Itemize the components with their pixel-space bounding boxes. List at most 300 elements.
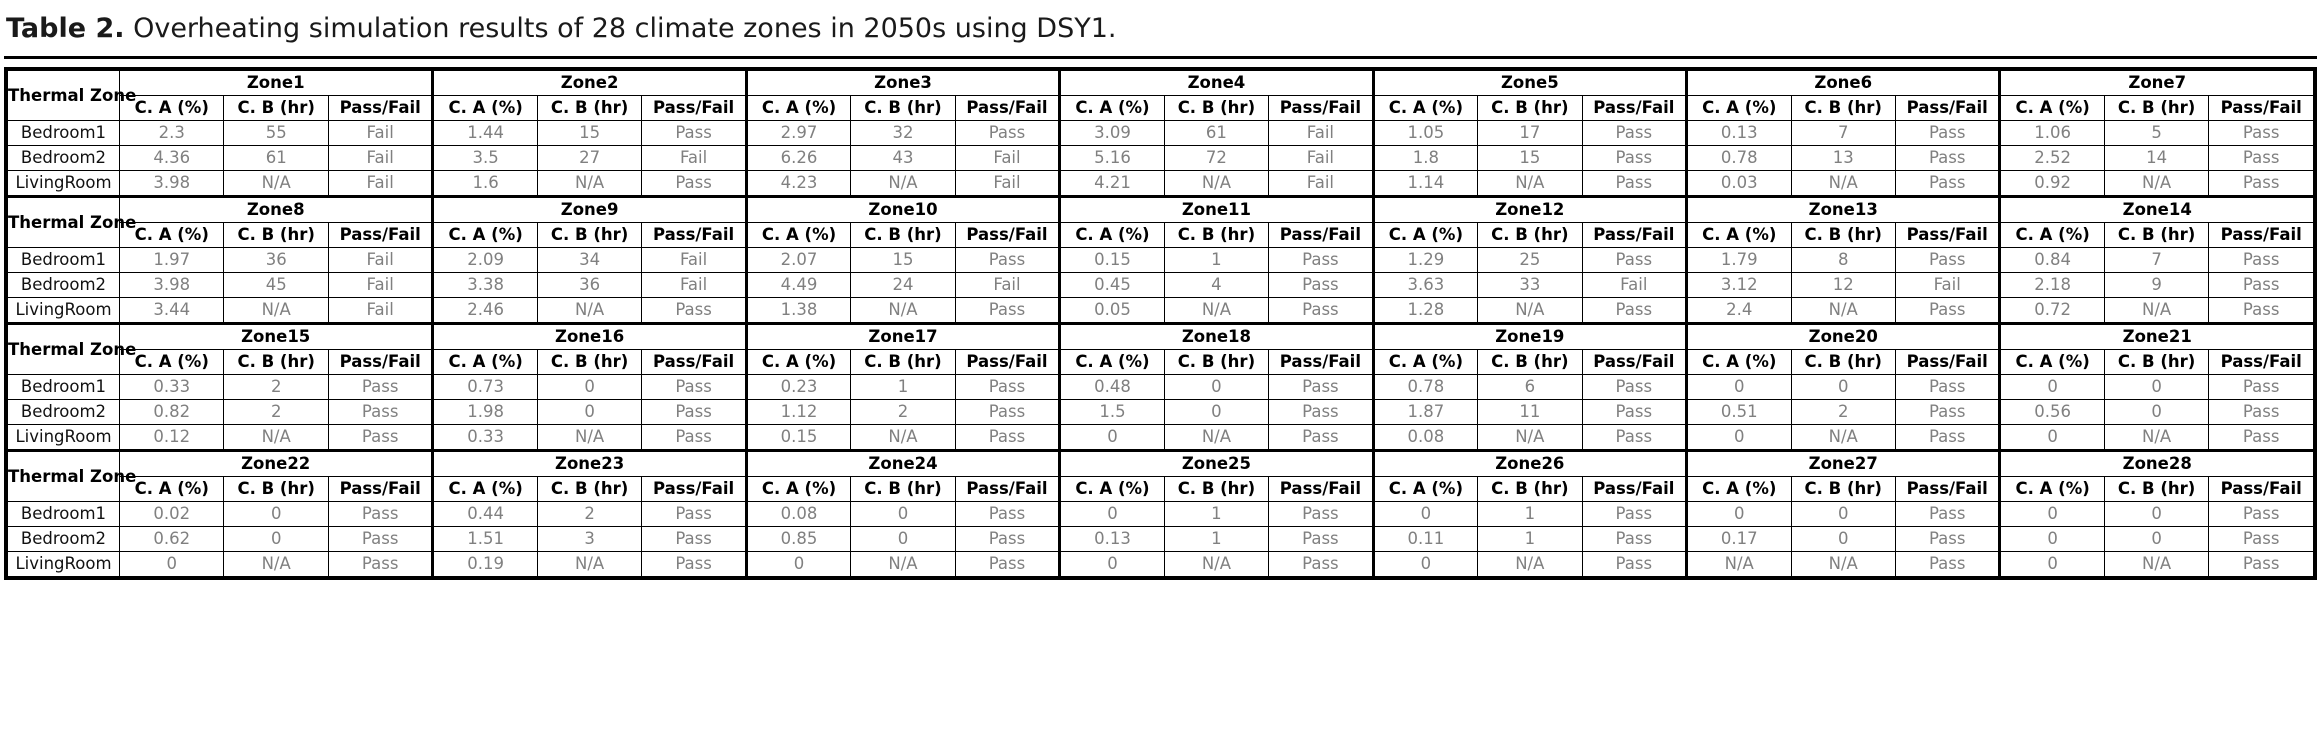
cell-value: 1 — [851, 374, 955, 399]
cell-value: N/A — [224, 297, 328, 323]
zone-header-zone27: Zone27 — [1687, 450, 2000, 476]
cell-value: 2 — [1791, 399, 1895, 424]
zone-header-row — [8, 450, 2314, 476]
cell-value: N/A — [2104, 297, 2208, 323]
cell-value: Pass — [1895, 170, 1999, 196]
cell-value: 0.44 — [433, 501, 537, 526]
table-row — [8, 247, 2314, 272]
cell-value: Pass — [2209, 551, 2314, 576]
metric-header: C. A (%) — [746, 95, 850, 120]
cell-value: Fail — [328, 272, 432, 297]
cell-value: 0 — [1060, 424, 1164, 450]
cell-value: Fail — [328, 120, 432, 145]
cell-value: Fail — [1895, 272, 1999, 297]
cell-value: 1.98 — [433, 399, 537, 424]
cell-value: 2 — [851, 399, 955, 424]
cell-value: N/A — [224, 170, 328, 196]
cell-value: Pass — [642, 399, 746, 424]
cell-value: Pass — [1269, 526, 1373, 551]
cell-value: Pass — [955, 374, 1059, 399]
metric-header: C. B (hr) — [1164, 476, 1268, 501]
cell-value: N/A — [1164, 170, 1268, 196]
cell-value: 6 — [1478, 374, 1582, 399]
cell-value: 0.15 — [746, 424, 850, 450]
cell-value: Pass — [1895, 501, 1999, 526]
cell-value: 3.12 — [1687, 272, 1791, 297]
cell-value: 0 — [2000, 374, 2104, 399]
cell-value: 0 — [1687, 501, 1791, 526]
metric-header: C. B (hr) — [851, 95, 955, 120]
cell-value: 0 — [120, 551, 224, 576]
cell-value: Pass — [328, 501, 432, 526]
table-row — [8, 297, 2314, 323]
thermal-zone-header: Thermal Zone — [8, 196, 120, 247]
cell-value: 0.62 — [120, 526, 224, 551]
cell-value: 9 — [2104, 272, 2208, 297]
metric-header: C. B (hr) — [1478, 349, 1582, 374]
results-table — [7, 70, 2314, 577]
metric-header: C. B (hr) — [1164, 349, 1268, 374]
metric-header: Pass/Fail — [1269, 95, 1373, 120]
zone-header-zone12: Zone12 — [1373, 196, 1686, 222]
cell-value: 0 — [537, 374, 641, 399]
cell-value: 0 — [1791, 526, 1895, 551]
metric-header: C. A (%) — [1687, 476, 1791, 501]
cell-value: Fail — [328, 170, 432, 196]
cell-value: Pass — [1582, 374, 1686, 399]
cell-value: 0.11 — [1373, 526, 1477, 551]
cell-value: Pass — [642, 424, 746, 450]
metric-header: C. A (%) — [1060, 95, 1164, 120]
metric-header: C. B (hr) — [224, 95, 328, 120]
cell-value: 4 — [1164, 272, 1268, 297]
cell-value: 3.5 — [433, 145, 537, 170]
cell-value: Pass — [642, 120, 746, 145]
cell-value: 0.12 — [120, 424, 224, 450]
metric-header: Pass/Fail — [1895, 476, 1999, 501]
cell-value: 0.17 — [1687, 526, 1791, 551]
caption-label: Table 2. — [6, 13, 125, 44]
cell-value: 0.08 — [746, 501, 850, 526]
cell-value: N/A — [537, 297, 641, 323]
metric-header: C. B (hr) — [851, 476, 955, 501]
metric-header: C. B (hr) — [2104, 349, 2208, 374]
thermal-zone-header: Thermal Zone — [8, 70, 120, 120]
zone-header-zone16: Zone16 — [433, 323, 746, 349]
cell-value: 3.63 — [1373, 272, 1477, 297]
zone-header-zone11: Zone11 — [1060, 196, 1373, 222]
cell-value: 15 — [537, 120, 641, 145]
metric-header: C. A (%) — [433, 95, 537, 120]
cell-value: Pass — [1582, 551, 1686, 576]
cell-value: 7 — [1791, 120, 1895, 145]
metric-header: Pass/Fail — [328, 349, 432, 374]
cell-value: Pass — [1582, 145, 1686, 170]
cell-value: Pass — [955, 120, 1059, 145]
cell-value: Pass — [1582, 399, 1686, 424]
cell-value: 0 — [2000, 526, 2104, 551]
row-label: Bedroom2 — [8, 272, 120, 297]
cell-value: Pass — [955, 297, 1059, 323]
cell-value: 0.78 — [1687, 145, 1791, 170]
cell-value: 1 — [1478, 526, 1582, 551]
table-row — [8, 399, 2314, 424]
cell-value: 2 — [224, 399, 328, 424]
caption-rule — [4, 56, 2317, 59]
cell-value: Fail — [1269, 120, 1373, 145]
cell-value: 2.52 — [2000, 145, 2104, 170]
table-caption — [0, 0, 2321, 56]
cell-value: 1.12 — [746, 399, 850, 424]
row-label: Bedroom1 — [8, 247, 120, 272]
cell-value: 1 — [1164, 526, 1268, 551]
cell-value: 45 — [224, 272, 328, 297]
cell-value: N/A — [1164, 424, 1268, 450]
metric-header: C. A (%) — [120, 222, 224, 247]
cell-value: Fail — [642, 145, 746, 170]
cell-value: Pass — [1895, 297, 1999, 323]
cell-value: 0 — [1687, 424, 1791, 450]
cell-value: Fail — [1269, 170, 1373, 196]
cell-value: Pass — [955, 501, 1059, 526]
cell-value: 0.13 — [1687, 120, 1791, 145]
metric-header: C. B (hr) — [2104, 95, 2208, 120]
cell-value: 12 — [1791, 272, 1895, 297]
cell-value: N/A — [1791, 170, 1895, 196]
cell-value: 0 — [224, 501, 328, 526]
row-label: Bedroom2 — [8, 526, 120, 551]
cell-value: 3 — [537, 526, 641, 551]
zone-header-zone19: Zone19 — [1373, 323, 1686, 349]
cell-value: 61 — [1164, 120, 1268, 145]
metric-header: C. A (%) — [120, 349, 224, 374]
cell-value: 0.23 — [746, 374, 850, 399]
cell-value: 4.49 — [746, 272, 850, 297]
zone-header-zone25: Zone25 — [1060, 450, 1373, 476]
cell-value: 4.21 — [1060, 170, 1164, 196]
metric-header: C. A (%) — [2000, 349, 2104, 374]
cell-value: Pass — [642, 501, 746, 526]
cell-value: 25 — [1478, 247, 1582, 272]
cell-value: 1.97 — [120, 247, 224, 272]
cell-value: Pass — [1269, 297, 1373, 323]
cell-value: 2 — [537, 501, 641, 526]
cell-value: 0.51 — [1687, 399, 1791, 424]
cell-value: 72 — [1164, 145, 1268, 170]
cell-value: Pass — [2209, 501, 2314, 526]
metric-header: C. A (%) — [2000, 476, 2104, 501]
cell-value: Fail — [642, 272, 746, 297]
metric-header: Pass/Fail — [955, 476, 1059, 501]
zone-header-zone20: Zone20 — [1687, 323, 2000, 349]
table-row — [8, 170, 2314, 196]
metric-header: Pass/Fail — [2209, 476, 2314, 501]
metric-header: Pass/Fail — [328, 222, 432, 247]
metric-header-row — [8, 222, 2314, 247]
metric-header: C. B (hr) — [1791, 222, 1895, 247]
metric-header: Pass/Fail — [955, 95, 1059, 120]
cell-value: 0 — [1060, 501, 1164, 526]
cell-value: 0 — [1791, 374, 1895, 399]
cell-value: 0 — [851, 501, 955, 526]
cell-value: Pass — [1895, 551, 1999, 576]
metric-header: C. A (%) — [120, 95, 224, 120]
metric-header-row — [8, 349, 2314, 374]
cell-value: 2 — [224, 374, 328, 399]
metric-header: C. B (hr) — [537, 222, 641, 247]
cell-value: 1.5 — [1060, 399, 1164, 424]
cell-value: N/A — [1687, 551, 1791, 576]
cell-value: 4.36 — [120, 145, 224, 170]
metric-header: Pass/Fail — [2209, 349, 2314, 374]
cell-value: 2.3 — [120, 120, 224, 145]
cell-value: 34 — [537, 247, 641, 272]
cell-value: 0 — [1373, 551, 1477, 576]
cell-value: N/A — [1478, 551, 1582, 576]
cell-value: 1.44 — [433, 120, 537, 145]
cell-value: Pass — [1582, 170, 1686, 196]
cell-value: 2.46 — [433, 297, 537, 323]
cell-value: N/A — [2104, 551, 2208, 576]
metric-header: C. A (%) — [433, 349, 537, 374]
metric-header: C. B (hr) — [2104, 222, 2208, 247]
metric-header: C. A (%) — [1373, 349, 1477, 374]
metric-header: C. B (hr) — [851, 222, 955, 247]
table-row — [8, 374, 2314, 399]
cell-value: 1.28 — [1373, 297, 1477, 323]
cell-value: N/A — [851, 297, 955, 323]
metric-header: Pass/Fail — [328, 476, 432, 501]
cell-value: Pass — [1895, 247, 1999, 272]
cell-value: N/A — [537, 551, 641, 576]
metric-header: C. A (%) — [1687, 222, 1791, 247]
metric-header: C. B (hr) — [1791, 95, 1895, 120]
cell-value: Pass — [1582, 424, 1686, 450]
cell-value: Pass — [1269, 374, 1373, 399]
metric-header: Pass/Fail — [1582, 95, 1686, 120]
cell-value: Pass — [955, 424, 1059, 450]
cell-value: 0.33 — [120, 374, 224, 399]
cell-value: Pass — [1895, 120, 1999, 145]
table-row — [8, 526, 2314, 551]
cell-value: N/A — [1791, 424, 1895, 450]
cell-value: Pass — [1895, 526, 1999, 551]
metric-header: C. A (%) — [746, 222, 850, 247]
zone-header-zone5: Zone5 — [1373, 70, 1686, 95]
metric-header: Pass/Fail — [1582, 349, 1686, 374]
metric-header: C. A (%) — [1687, 95, 1791, 120]
cell-value: 2.09 — [433, 247, 537, 272]
cell-value: 1.79 — [1687, 247, 1791, 272]
cell-value: 0.19 — [433, 551, 537, 576]
cell-value: N/A — [1791, 297, 1895, 323]
cell-value: Pass — [2209, 526, 2314, 551]
cell-value: 0 — [1791, 501, 1895, 526]
cell-value: 0.15 — [1060, 247, 1164, 272]
cell-value: 36 — [224, 247, 328, 272]
cell-value: 0 — [851, 526, 955, 551]
cell-value: 11 — [1478, 399, 1582, 424]
cell-value: 0.73 — [433, 374, 537, 399]
cell-value: 0.48 — [1060, 374, 1164, 399]
metric-header: Pass/Fail — [1269, 476, 1373, 501]
cell-value: 6.26 — [746, 145, 850, 170]
cell-value: Pass — [642, 374, 746, 399]
cell-value: Pass — [1895, 374, 1999, 399]
metric-header: C. B (hr) — [537, 476, 641, 501]
zone-header-zone23: Zone23 — [433, 450, 746, 476]
metric-header: C. A (%) — [1060, 222, 1164, 247]
zone-header-zone22: Zone22 — [120, 450, 433, 476]
cell-value: 1.05 — [1373, 120, 1477, 145]
cell-value: N/A — [2104, 424, 2208, 450]
cell-value: Pass — [642, 551, 746, 576]
cell-value: 0 — [1164, 374, 1268, 399]
cell-value: 0 — [2104, 526, 2208, 551]
cell-value: Fail — [955, 272, 1059, 297]
zone-header-zone21: Zone21 — [2000, 323, 2314, 349]
metric-header: Pass/Fail — [642, 349, 746, 374]
metric-header: C. A (%) — [2000, 95, 2104, 120]
metric-header: Pass/Fail — [955, 222, 1059, 247]
metric-header: C. B (hr) — [1164, 95, 1268, 120]
cell-value: 0.78 — [1373, 374, 1477, 399]
row-label: Bedroom1 — [8, 501, 120, 526]
cell-value: 1 — [1478, 501, 1582, 526]
cell-value: 0 — [1164, 399, 1268, 424]
cell-value: 3.44 — [120, 297, 224, 323]
cell-value: N/A — [1478, 424, 1582, 450]
table-row — [8, 272, 2314, 297]
cell-value: 1.51 — [433, 526, 537, 551]
results-table-wrap — [4, 67, 2317, 580]
zone-header-zone14: Zone14 — [2000, 196, 2314, 222]
cell-value: N/A — [537, 424, 641, 450]
thermal-zone-header: Thermal Zone — [8, 450, 120, 501]
metric-header: Pass/Fail — [1895, 349, 1999, 374]
cell-value: 0 — [1687, 374, 1791, 399]
metric-header: Pass/Fail — [642, 95, 746, 120]
row-label: Bedroom2 — [8, 145, 120, 170]
cell-value: Pass — [642, 297, 746, 323]
row-label: LivingRoom — [8, 424, 120, 450]
cell-value: Pass — [955, 551, 1059, 576]
cell-value: 1 — [1164, 247, 1268, 272]
cell-value: Pass — [1582, 247, 1686, 272]
cell-value: 0.45 — [1060, 272, 1164, 297]
cell-value: Fail — [955, 170, 1059, 196]
cell-value: 43 — [851, 145, 955, 170]
cell-value: 17 — [1478, 120, 1582, 145]
cell-value: 1.6 — [433, 170, 537, 196]
zone-header-zone26: Zone26 — [1373, 450, 1686, 476]
cell-value: Pass — [1895, 399, 1999, 424]
cell-value: Pass — [2209, 374, 2314, 399]
metric-header: Pass/Fail — [2209, 95, 2314, 120]
metric-header: C. B (hr) — [537, 95, 641, 120]
cell-value: Pass — [328, 424, 432, 450]
cell-value: 0 — [2104, 399, 2208, 424]
cell-value: 15 — [851, 247, 955, 272]
cell-value: 0 — [2104, 501, 2208, 526]
zone-header-zone15: Zone15 — [120, 323, 433, 349]
cell-value: N/A — [1478, 170, 1582, 196]
cell-value: N/A — [224, 551, 328, 576]
cell-value: Pass — [1582, 501, 1686, 526]
cell-value: 3.09 — [1060, 120, 1164, 145]
cell-value: Pass — [1582, 120, 1686, 145]
table-row — [8, 120, 2314, 145]
cell-value: Pass — [1269, 247, 1373, 272]
cell-value: 1.06 — [2000, 120, 2104, 145]
cell-value: Pass — [328, 399, 432, 424]
metric-header: Pass/Fail — [1895, 222, 1999, 247]
cell-value: Pass — [1895, 145, 1999, 170]
cell-value: Pass — [642, 170, 746, 196]
cell-value: Pass — [1895, 424, 1999, 450]
cell-value: 27 — [537, 145, 641, 170]
metric-header: C. B (hr) — [224, 222, 328, 247]
cell-value: Pass — [328, 526, 432, 551]
cell-value: 5 — [2104, 120, 2208, 145]
metric-header: C. A (%) — [2000, 222, 2104, 247]
thermal-zone-header: Thermal Zone — [8, 323, 120, 374]
cell-value: 24 — [851, 272, 955, 297]
metric-header: Pass/Fail — [328, 95, 432, 120]
cell-value: 15 — [1478, 145, 1582, 170]
zone-header-row — [8, 323, 2314, 349]
metric-header: Pass/Fail — [642, 222, 746, 247]
cell-value: N/A — [1478, 297, 1582, 323]
zone-header-zone8: Zone8 — [120, 196, 433, 222]
row-label: Bedroom2 — [8, 399, 120, 424]
metric-header: C. B (hr) — [537, 349, 641, 374]
zone-header-zone1: Zone1 — [120, 70, 433, 95]
cell-value: Pass — [2209, 297, 2314, 323]
metric-header: C. B (hr) — [1791, 349, 1895, 374]
cell-value: 0.85 — [746, 526, 850, 551]
cell-value: 1 — [1164, 501, 1268, 526]
metric-header: Pass/Fail — [1895, 95, 1999, 120]
metric-header: C. A (%) — [1687, 349, 1791, 374]
zone-header-row — [8, 70, 2314, 95]
cell-value: 8 — [1791, 247, 1895, 272]
cell-value: 0.02 — [120, 501, 224, 526]
zone-header-zone7: Zone7 — [2000, 70, 2314, 95]
table-row — [8, 551, 2314, 576]
cell-value: 32 — [851, 120, 955, 145]
cell-value: 3.98 — [120, 272, 224, 297]
cell-value: 0 — [537, 399, 641, 424]
cell-value: Fail — [642, 247, 746, 272]
cell-value: 36 — [537, 272, 641, 297]
metric-header: C. A (%) — [1373, 476, 1477, 501]
cell-value: 0 — [2000, 501, 2104, 526]
metric-header: C. B (hr) — [1478, 95, 1582, 120]
cell-value: Pass — [1269, 272, 1373, 297]
cell-value: 0.92 — [2000, 170, 2104, 196]
zone-header-zone10: Zone10 — [746, 196, 1059, 222]
cell-value: 0 — [1373, 501, 1477, 526]
cell-value: 0.13 — [1060, 526, 1164, 551]
cell-value: 2.97 — [746, 120, 850, 145]
cell-value: Pass — [1269, 424, 1373, 450]
cell-value: 0.84 — [2000, 247, 2104, 272]
cell-value: Pass — [2209, 145, 2314, 170]
cell-value: Pass — [1582, 297, 1686, 323]
metric-header: C. A (%) — [1060, 476, 1164, 501]
metric-header: C. B (hr) — [1478, 222, 1582, 247]
